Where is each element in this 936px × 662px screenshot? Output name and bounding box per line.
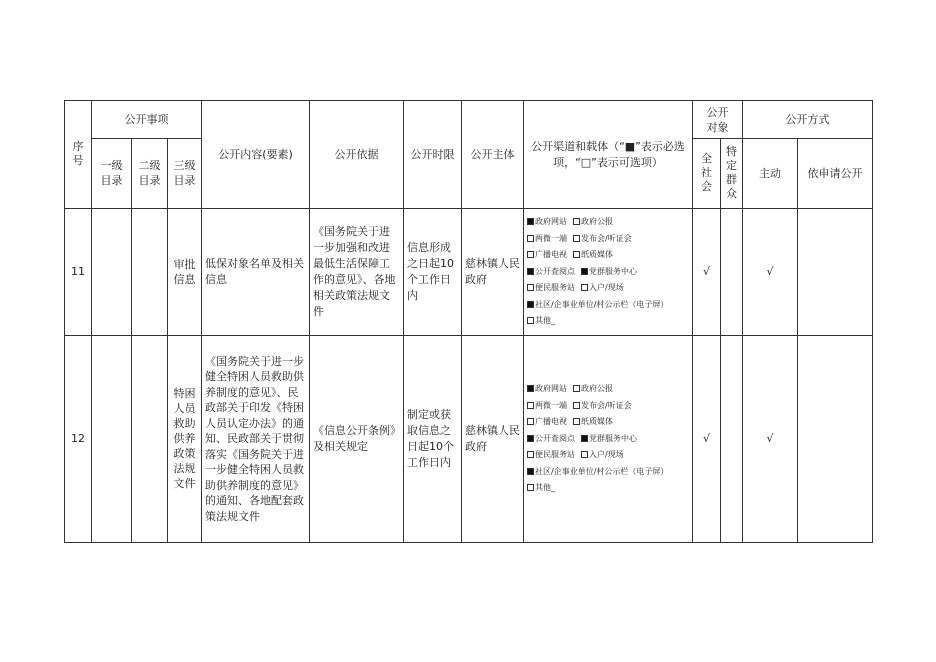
row-target-specific — [721, 336, 743, 543]
col-method-active-header: 主动 — [743, 139, 798, 209]
col-basis-header: 公开依据 — [310, 101, 404, 209]
col-method-apply-header: 依申请公开 — [798, 139, 873, 209]
col-content-header: 公开内容(要素) — [202, 101, 310, 209]
col-items-group-header: 公开事项 — [92, 101, 202, 139]
unchecked-box-icon — [527, 284, 534, 291]
unchecked-box-icon — [527, 317, 534, 324]
checked-box-icon — [581, 268, 588, 275]
row-subject: 慈林镇人民政府 — [462, 336, 524, 543]
col-level1-header: 一级目录 — [92, 139, 132, 209]
unchecked-box-icon — [527, 418, 534, 425]
row-content: 低保对象名单及相关信息 — [202, 209, 310, 336]
col-level3-header: 三级目录 — [168, 139, 202, 209]
col-target-all-header: 全社会 — [693, 139, 721, 209]
row-target-all: √ — [693, 336, 721, 543]
col-target-specific-header: 特定群众 — [721, 139, 743, 209]
table-row — [65, 336, 873, 543]
checked-box-icon — [581, 435, 588, 442]
unchecked-box-icon — [573, 251, 580, 258]
row-seq: 12 — [65, 336, 92, 543]
row-target-specific — [721, 209, 743, 336]
row-level1 — [92, 209, 132, 336]
row-method-active: √ — [743, 336, 798, 543]
col-subject-header: 公开主体 — [462, 101, 524, 209]
row-basis: 《国务院关于进一步加强和改进最低生活保障工作的意见》、各地相关政策法规文件 — [310, 209, 404, 336]
table-row — [65, 209, 873, 336]
checked-box-icon — [527, 435, 534, 442]
unchecked-box-icon — [573, 385, 580, 392]
checked-box-icon — [527, 385, 534, 392]
unchecked-box-icon — [573, 218, 580, 225]
unchecked-box-icon — [573, 418, 580, 425]
unchecked-box-icon — [573, 402, 580, 409]
unchecked-box-icon — [527, 235, 534, 242]
checked-box-icon — [527, 468, 534, 475]
row-content: 《国务院关于进一步健全特困人员救助供养制度的意见》、民政部关于印发《特困人员认定办法》的通知、民政部关于贯彻落实《国务院关于进一步健全特困人员救助供养制度的意见》的通知、各地配套政策法规文件 — [202, 336, 310, 543]
col-target-group-header: 公开对象 — [693, 101, 743, 139]
checked-box-icon — [527, 301, 534, 308]
checked-box-icon — [527, 268, 534, 275]
unchecked-box-icon — [527, 484, 534, 491]
row-level3: 特困人员救助供养政策法规文件 — [168, 336, 202, 543]
row-seq: 11 — [65, 209, 92, 336]
unchecked-box-icon — [581, 451, 588, 458]
disclosure-table — [64, 100, 873, 543]
row-method-apply — [798, 209, 873, 336]
row-level2 — [132, 336, 168, 543]
col-time-limit-header: 公开时限 — [404, 101, 462, 209]
row-channels: 政府网站 政府公报 两微一端 发布会/听证会 广播电视 纸质媒体 公开查阅点 党群服务中心 便民服务站 入户/现场 社区/企事业单位/村公示栏（电子屏） 其他_ — [524, 336, 693, 543]
unchecked-box-icon — [527, 251, 534, 258]
col-seq-header: 序号 — [65, 101, 92, 209]
unchecked-box-icon — [581, 284, 588, 291]
row-subject: 慈林镇人民政府 — [462, 209, 524, 336]
row-time-limit: 制定或获取信息之日起10个工作日内 — [404, 336, 462, 543]
row-target-all: √ — [693, 209, 721, 336]
row-level1 — [92, 336, 132, 543]
row-level2 — [132, 209, 168, 336]
row-basis: 《信息公开条例》及相关规定 — [310, 336, 404, 543]
row-time-limit: 信息形成之日起10个工作日内 — [404, 209, 462, 336]
row-method-active: √ — [743, 209, 798, 336]
col-method-group-header: 公开方式 — [743, 101, 873, 139]
unchecked-box-icon — [527, 402, 534, 409]
row-level3: 审批信息 — [168, 209, 202, 336]
unchecked-box-icon — [527, 451, 534, 458]
unchecked-box-icon — [573, 235, 580, 242]
col-level2-header: 二级目录 — [132, 139, 168, 209]
checked-box-icon — [527, 218, 534, 225]
col-channels-header: 公开渠道和载体（“■”表示必选项，“□”表示可选项） — [524, 101, 693, 209]
row-method-apply — [798, 336, 873, 543]
row-channels: 政府网站 政府公报 两微一端 发布会/听证会 广播电视 纸质媒体 公开查阅点 党群服务中心 便民服务站 入户/现场 社区/企事业单位/村公示栏（电子屏） 其他_ — [524, 209, 693, 336]
